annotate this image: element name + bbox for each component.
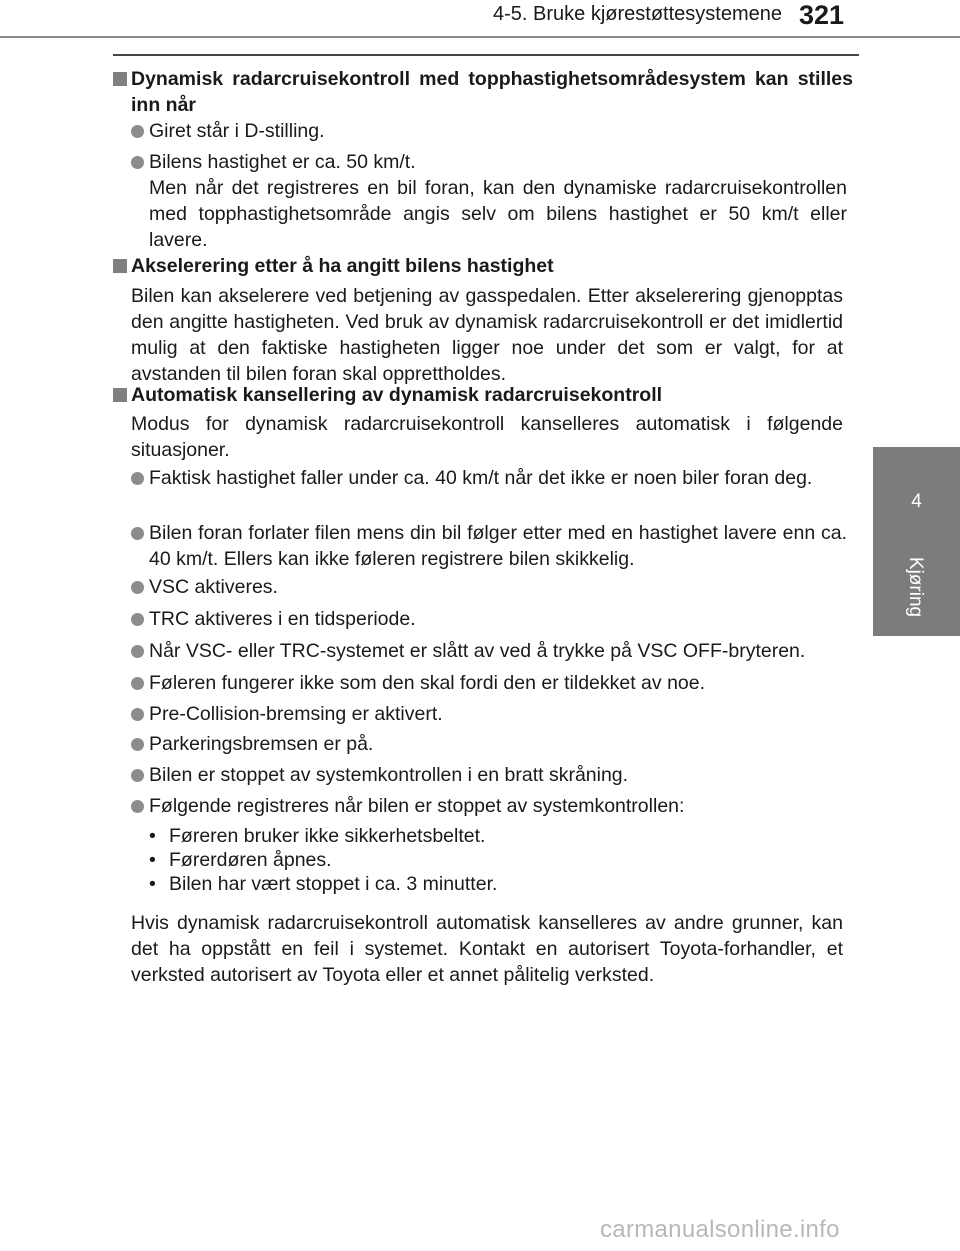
- sub-item-text: Førerdøren åpnes.: [169, 849, 332, 871]
- bullet-text: Giret står i D-stilling.: [149, 120, 325, 142]
- section-heading-1: [113, 66, 853, 118]
- bullet-text: Føleren fungerer ikke som den skal fordi den er tildekket av noe.: [149, 672, 706, 694]
- square-bullet-icon: [113, 388, 127, 402]
- circle-bullet-icon: [131, 738, 144, 751]
- list-item: [131, 520, 847, 572]
- list-item: [131, 149, 847, 253]
- bullet-text: Faktisk hastighet faller under ca. 40 km/t når det ikke er noen biler foran deg.: [149, 467, 813, 489]
- sub-list-item: [149, 847, 332, 873]
- bullet-text: Pre-Collision-bremsing er aktivert.: [149, 703, 443, 725]
- bullet-text: Følgende registreres når bilen er stoppet av systemkontrollen:: [149, 795, 685, 817]
- bullet-text: Bilen er stoppet av systemkontrollen i en bratt skråning.: [149, 764, 629, 786]
- bullet-text: Parkeringsbremsen er på.: [149, 733, 374, 755]
- list-item: [131, 118, 847, 144]
- sub-item-text: Føreren bruker ikke sikkerhetsbeltet.: [169, 825, 486, 847]
- heading-text: Akselerering etter å ha angitt bilens hastighet: [131, 255, 554, 277]
- circle-bullet-icon: [131, 800, 144, 813]
- circle-bullet-icon: [131, 769, 144, 782]
- sub-item-text: Bilen har vært stoppet i ca. 3 minutter.: [169, 873, 498, 895]
- list-item: [131, 762, 847, 788]
- square-bullet-icon: [113, 259, 127, 273]
- circle-bullet-icon: [131, 708, 144, 721]
- circle-bullet-icon: [131, 472, 144, 485]
- dot-bullet-icon: •: [149, 873, 156, 895]
- list-item: [131, 670, 847, 696]
- list-item: [131, 574, 847, 600]
- circle-bullet-icon: [131, 156, 144, 169]
- chapter-number: 4: [911, 491, 922, 512]
- bullet-text: VSC aktiveres.: [149, 576, 278, 598]
- dot-bullet-icon: •: [149, 849, 156, 871]
- content-top-rule: [113, 54, 859, 56]
- circle-bullet-icon: [131, 527, 144, 540]
- circle-bullet-icon: [131, 677, 144, 690]
- section-title: 4-5. Bruke kjørestøttesystemene: [493, 3, 782, 25]
- chapter-label-area: [873, 542, 960, 636]
- list-item: [131, 793, 847, 819]
- sub-list-item: [149, 823, 485, 849]
- list-item: [131, 606, 847, 632]
- section-heading-3: [113, 382, 853, 408]
- bullet-continuation: Men når det registreres en bil foran, kan den dynamiske radarcruisekontrollen med topphastighetsområde angis selv om bilens hastighet er 50 km/t eller lavere.: [149, 177, 847, 251]
- square-bullet-icon: [113, 72, 127, 86]
- bullet-text: Bilens hastighet er ca. 50 km/t.: [149, 151, 416, 173]
- closing-paragraph: Hvis dynamisk radarcruisekontroll automatisk kanselleres av andre grunner, kan det ha oppstått en feil i systemet. Kontakt en autorisert Toyota-forhandler, et verksted autorisert av Toyota eller et annet pålitelig verksted.: [131, 912, 843, 986]
- list-item: [131, 638, 847, 664]
- sub-list-item: [149, 871, 497, 897]
- bullet-text: Bilen foran forlater filen mens din bil følger etter med en hastighet lavere enn ca. 40 km/t. Ellers kan ikke føleren registrere bilen skikkelig.: [149, 522, 847, 570]
- bullet-text: TRC aktiveres i en tidsperiode.: [149, 608, 416, 630]
- list-item: [131, 465, 847, 491]
- section-heading-2: [113, 253, 853, 279]
- circle-bullet-icon: [131, 125, 144, 138]
- chapter-label: Kjøring: [905, 556, 927, 618]
- list-item: [131, 731, 847, 757]
- header-rule: [0, 36, 960, 38]
- paragraph: Bilen kan akselerere ved betjening av gasspedalen. Etter akselerering gjenopptas den angitte hastigheten. Ved bruk av dynamisk radarcruisekontroll er det imidlertid mulig at den faktiske hastigheten ligger noe under det som er valgt, for at avstanden til bilen foran skal opprettholdes.: [131, 285, 843, 385]
- list-item: [131, 701, 847, 727]
- watermark: carmanualsonline.info: [600, 1216, 840, 1243]
- page-number: 321: [799, 0, 845, 30]
- circle-bullet-icon: [131, 645, 144, 658]
- paragraph: Modus for dynamisk radarcruisekontroll kanselleres automatisk i følgende situasjoner.: [131, 413, 843, 461]
- heading-text: Dynamisk radarcruisekontroll med topphastighetsområdesystem kan stilles inn når: [131, 68, 853, 116]
- heading-text: Automatisk kansellering av dynamisk radarcruisekontroll: [131, 384, 663, 406]
- circle-bullet-icon: [131, 613, 144, 626]
- bullet-text: Når VSC- eller TRC-systemet er slått av ved å trykke på VSC OFF-bryteren.: [149, 640, 806, 662]
- dot-bullet-icon: •: [149, 825, 156, 847]
- circle-bullet-icon: [131, 581, 144, 594]
